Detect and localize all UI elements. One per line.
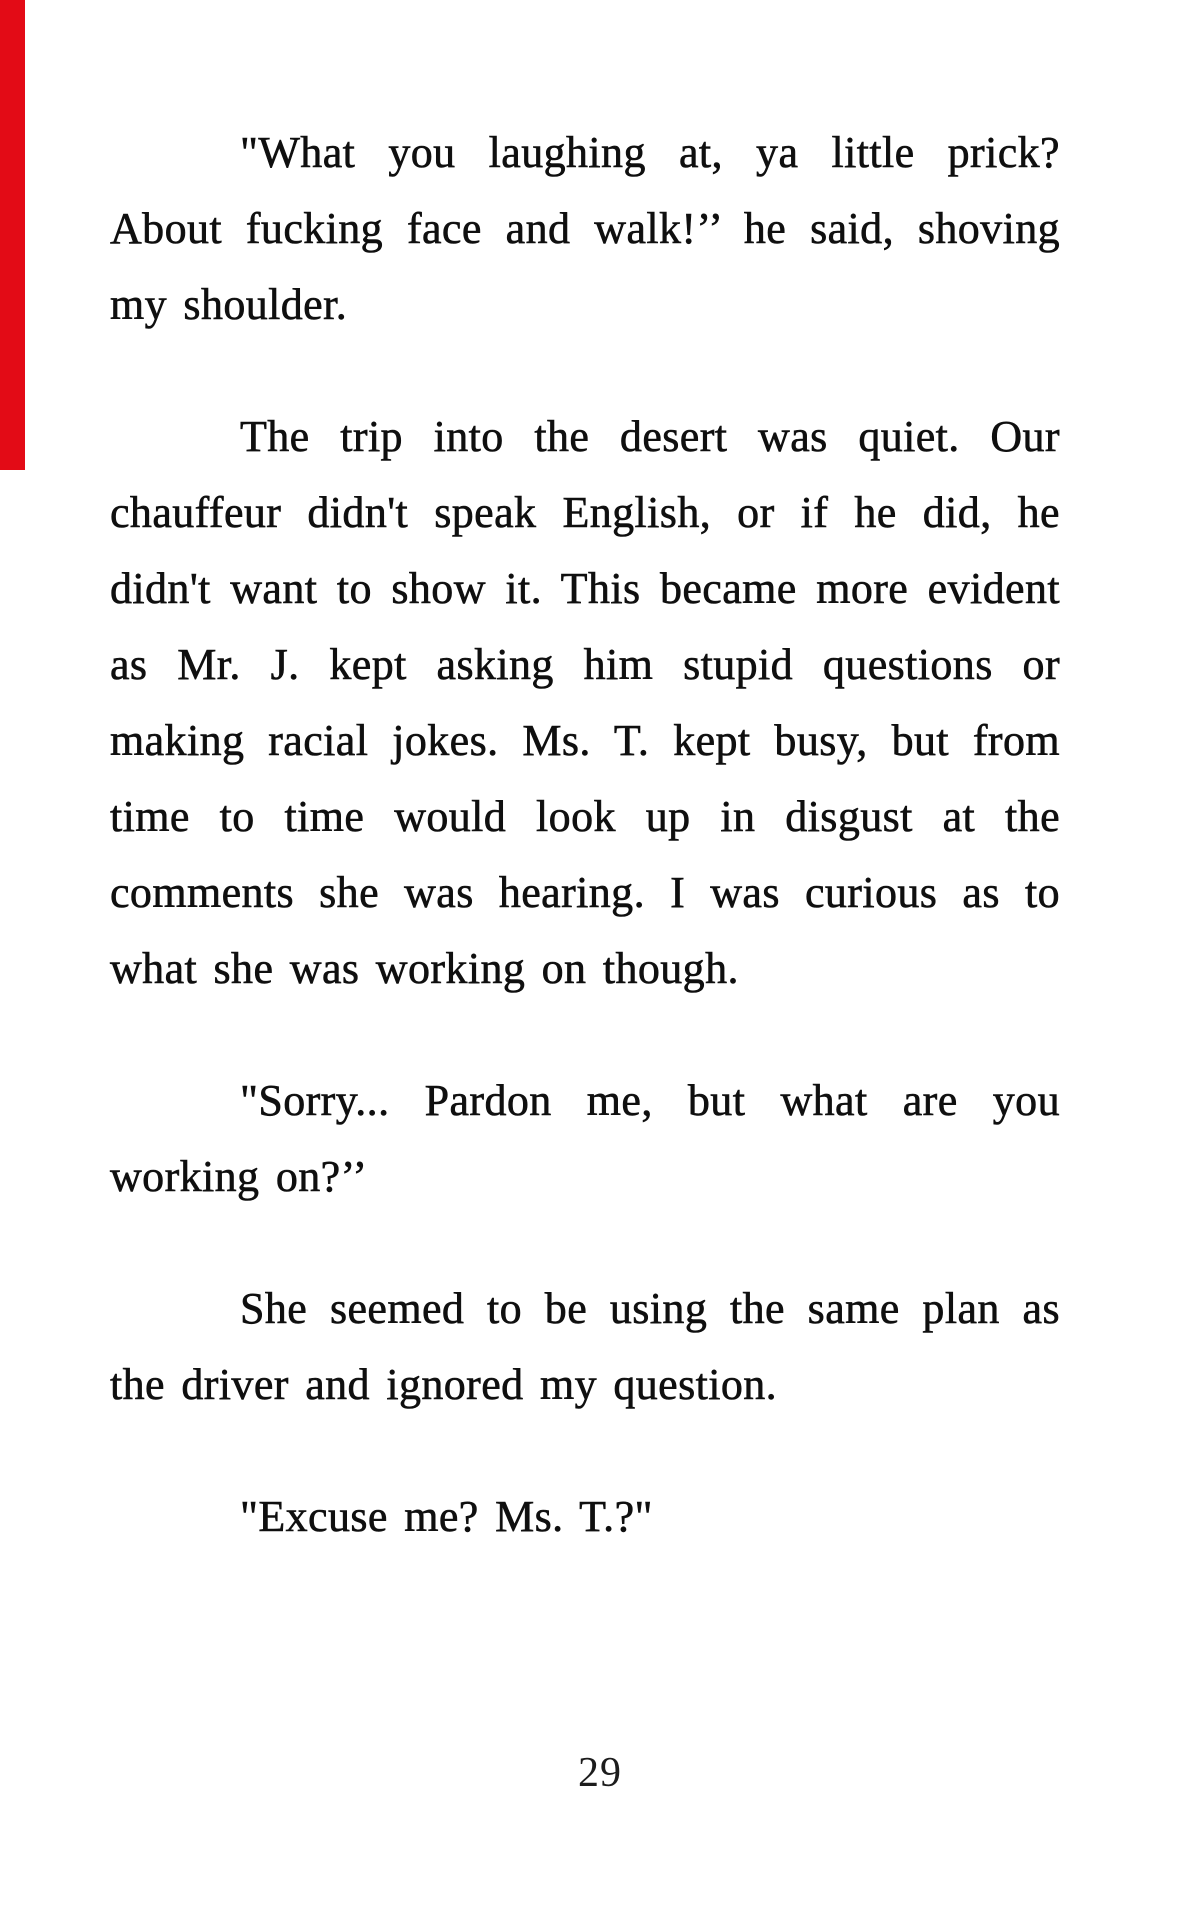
- text-line: time to time would look up in disgust at the: [110, 792, 1060, 841]
- page-number: 29: [578, 1750, 622, 1796]
- text-line: She seemed to be using the same plan as: [240, 1284, 1060, 1333]
- text-line: "What you laughing at, ya little prick?: [240, 128, 1060, 177]
- paragraph: [110, 115, 1060, 343]
- text-line: the driver and ignored my question.: [110, 1360, 778, 1409]
- paragraph: [110, 1271, 1060, 1423]
- text-line: what she was working on though.: [110, 944, 739, 993]
- text-line: The trip into the desert was quiet. Our: [240, 412, 1060, 461]
- text-line: chauffeur didn't speak English, or if he did, he: [110, 488, 1060, 537]
- paragraph: [110, 1063, 1060, 1215]
- text-line: "Excuse me? Ms. T.?": [240, 1492, 653, 1541]
- red-edge-marker: [0, 0, 25, 470]
- text-line: working on?’’: [110, 1152, 368, 1201]
- text-line: comments she was hearing. I was curious as to: [110, 868, 1060, 917]
- text-line: didn't want to show it. This became more evident: [110, 564, 1060, 613]
- text-line: my shoulder.: [110, 280, 348, 329]
- paragraph: [110, 399, 1060, 1007]
- text-line: as Mr. J. kept asking him stupid questions or: [110, 640, 1060, 689]
- paragraph: [110, 1479, 1060, 1555]
- text-block: [110, 115, 1060, 1611]
- text-line: About fucking face and walk!’’ he said, shoving: [110, 204, 1060, 253]
- text-line: making racial jokes. Ms. T. kept busy, but from: [110, 716, 1060, 765]
- text-line: "Sorry... Pardon me, but what are you: [240, 1076, 1060, 1125]
